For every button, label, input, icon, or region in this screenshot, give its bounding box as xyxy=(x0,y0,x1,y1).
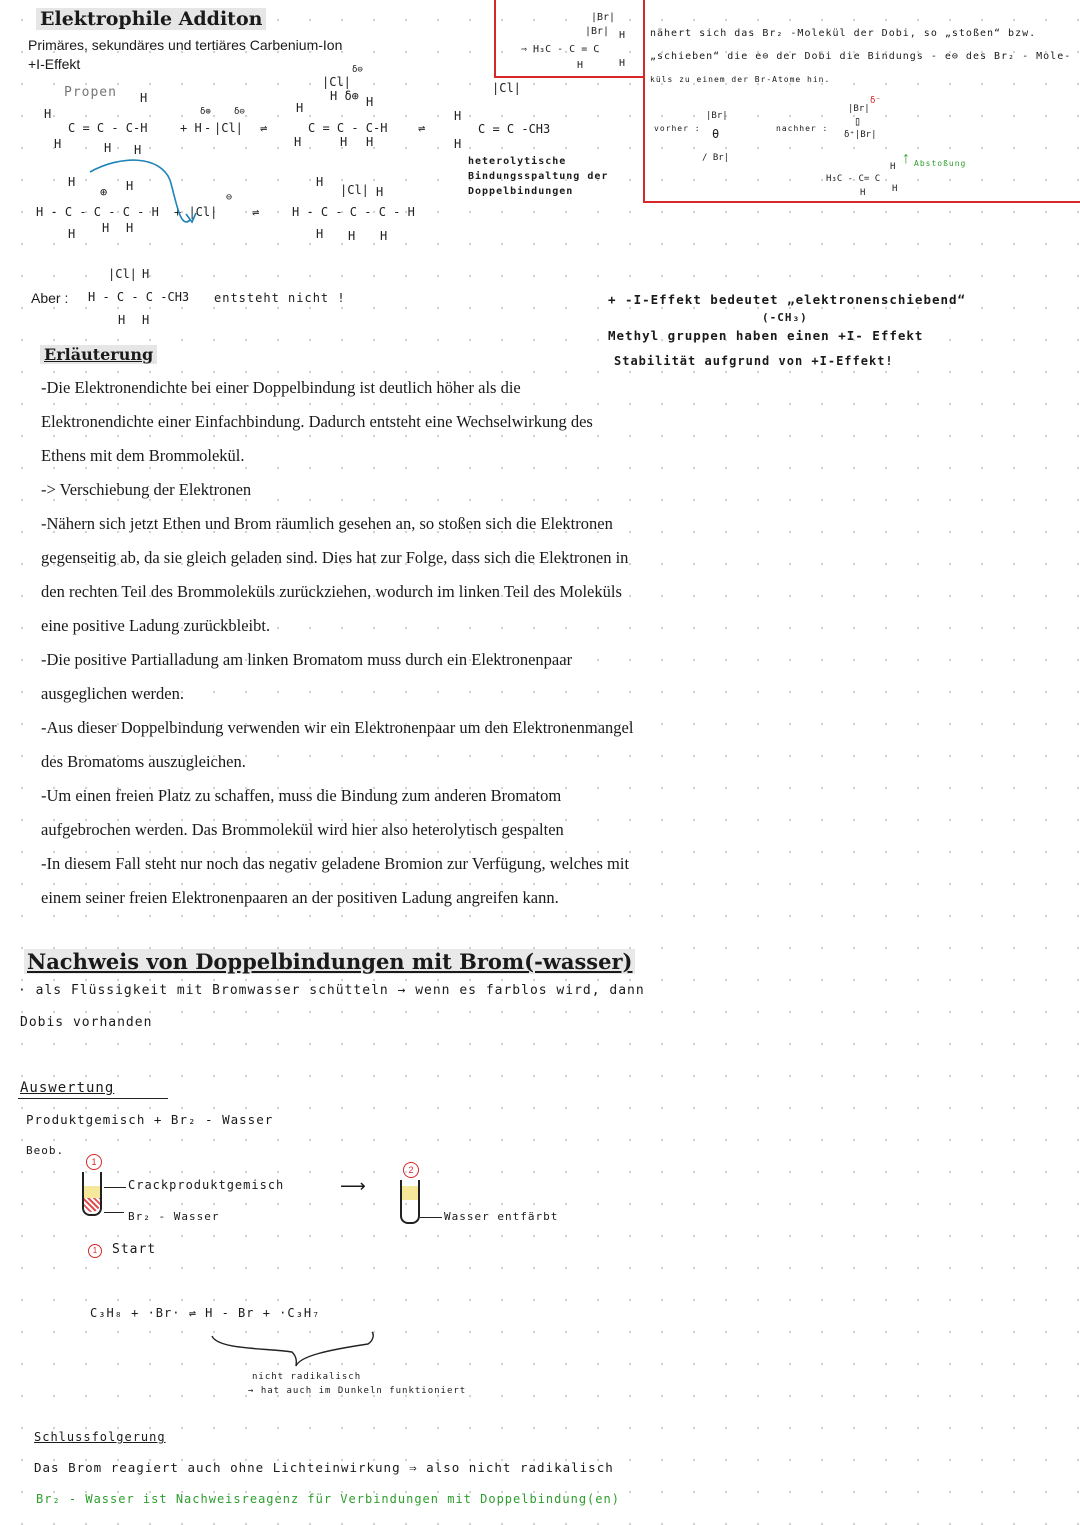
erl-line: einem seiner freien Elektronenpaaren an der positiven Ladung angreifen kann. xyxy=(41,888,559,907)
tube-2-yellow-layer xyxy=(402,1186,418,1200)
vorher-label: vorher : xyxy=(654,124,701,133)
svg-text:H: H xyxy=(577,60,584,71)
svg-text:H: H xyxy=(619,58,626,69)
brwasser-pointer xyxy=(104,1212,124,1213)
erl-line: -Um einen freien Platz zu schaffen, muss die Bindung zum anderen Bromatom xyxy=(41,786,562,805)
erl-line: aufgebrochen werden. Das Brommolekül wird hier also heterolytisch gespalten xyxy=(41,820,564,839)
tube-1-red-layer xyxy=(84,1198,100,1212)
abstossung-arrow-icon: ↑ xyxy=(902,150,910,167)
svg-text:H: H xyxy=(619,30,626,41)
erl-line: gegenseitig ab, da sie gleich geladen sind. Dies hat zur Folge, dass sich die Elektronen in xyxy=(41,548,629,567)
svg-text:+ |Cl|: + |Cl| xyxy=(174,205,218,219)
svg-text:+ H: + H xyxy=(180,121,202,135)
redbox-line-2: „schieben“ die e⊖ der Dobi die Bindungs - e⊖ des Br₂ - Mole- xyxy=(650,51,1072,62)
erl-line: des Bromatoms auszugleichen. xyxy=(41,752,246,771)
svg-text:⇌: ⇌ xyxy=(252,205,260,219)
red-box-connector xyxy=(494,76,644,78)
underbrace xyxy=(208,1330,378,1370)
entfaerbt-pointer xyxy=(420,1217,442,1218)
erl-line: eine positive Ladung zurückbleibt. xyxy=(41,616,271,635)
test-tube-2 xyxy=(400,1180,420,1224)
radical-equation: C₃H₈ + ·Br· ⇌ H - Br + ·C₃H₇ xyxy=(90,1306,321,1320)
heterolytic-note-3: Doppelbindungen xyxy=(468,186,574,197)
propen-label: Propen xyxy=(64,85,117,100)
nachher-label: nachher : xyxy=(776,124,829,133)
test-tube-1 xyxy=(82,1172,102,1216)
svg-text:H: H xyxy=(454,137,462,151)
start-circle-icon: 1 xyxy=(88,1244,102,1258)
erl-line: -Die positive Partialladung am linken Bromatom muss durch ein Elektronenpaar xyxy=(41,650,573,669)
aber-label: Aber : xyxy=(31,290,69,306)
svg-text:δ⊖: δ⊖ xyxy=(234,107,245,117)
ieffect-line-3: Stabilität aufgrund von +I-Effekt! xyxy=(614,354,894,368)
produkt-label: Produktgemisch + Br₂ - Wasser xyxy=(26,1112,274,1127)
nachweis-line-1: · als Flüssigkeit mit Bromwasser schütteln → wenn es farblos wird, dann xyxy=(18,983,645,998)
heterolytic-note-2: Bindungsspaltung der xyxy=(468,171,609,182)
schluss-label: Schlussfolgerung xyxy=(34,1430,166,1444)
svg-text:H: H xyxy=(380,229,388,243)
svg-text:C = C - C-H: C = C - C-H xyxy=(68,121,148,135)
vorher-structure xyxy=(700,108,740,168)
svg-text:⊕: ⊕ xyxy=(100,185,108,199)
svg-text:|Br|: |Br| xyxy=(706,111,728,121)
svg-text:H: H xyxy=(134,143,142,157)
svg-text:δ⁺|Br|: δ⁺|Br| xyxy=(844,130,877,140)
erl-line: Elektronendichte einer Einfachbindung. Dadurch entsteht eine Wechselwirkung des xyxy=(41,412,593,431)
red-box-top-line xyxy=(494,0,496,76)
note-dunkeln: → hat auch im Dunkeln funktioniert xyxy=(248,1386,467,1396)
tube-1-number: 1 xyxy=(86,1154,102,1170)
tube-1-yellow-layer xyxy=(84,1186,100,1198)
svg-text:H: H xyxy=(44,107,52,121)
svg-text:δ⊖: δ⊖ xyxy=(352,65,363,75)
start-label: Start xyxy=(112,1242,157,1257)
svg-text:H: H xyxy=(126,179,134,193)
bromine-approach-sketch xyxy=(515,8,640,78)
svg-text:H: H xyxy=(296,101,304,115)
svg-text:H: H xyxy=(126,221,134,235)
svg-text:H: H xyxy=(348,229,356,243)
svg-text:θ: θ xyxy=(712,127,720,141)
svg-text:⇒ H₃C - C = C: ⇒ H₃C - C = C xyxy=(521,44,600,55)
schluss-line-2: Br₂ - Wasser ist Nachweisreagenz für Verbindungen mit Doppelbindung(en) xyxy=(36,1492,620,1506)
svg-text:H: H xyxy=(104,141,112,155)
svg-text:δ⊕: δ⊕ xyxy=(200,107,211,117)
svg-text:|Cl|: |Cl| xyxy=(108,267,137,281)
nachweis-heading: Nachweis von Doppelbindungen mit Brom(-wasser) xyxy=(24,949,635,974)
svg-text:H: H xyxy=(366,95,374,109)
svg-text:H - C - C - C - H: H - C - C - C - H xyxy=(292,205,415,219)
svg-text:|Br|: |Br| xyxy=(848,104,870,114)
erl-line: den rechten Teil des Brommoleküls zurückziehen, wodurch im linken Teil des Moleküls xyxy=(41,582,622,601)
crack-label: Crackproduktgemisch xyxy=(128,1178,285,1192)
erl-line: -Aus dieser Doppelbindung verwenden wir ein Elektronenpaar um den Elektronenmangel xyxy=(41,718,634,737)
redbox-line-3: küls zu einem der Br-Atome hin. xyxy=(650,75,831,84)
svg-text:H: H xyxy=(294,135,302,149)
erl-line: -Nähern sich jetzt Ethen und Brom räumlich gesehen an, so stoßen sich die Elektronen xyxy=(41,514,613,533)
svg-text:H: H xyxy=(68,227,76,241)
svg-text:|Cl|: |Cl| xyxy=(492,81,521,95)
erlaeuterung-text xyxy=(41,371,633,915)
svg-text:|Cl|: |Cl| xyxy=(214,121,243,135)
svg-text:H: H xyxy=(142,313,150,327)
ieffect-line-1b: (-CH₃) xyxy=(762,311,808,324)
erlaeuterung-heading: Erläuterung xyxy=(40,345,157,364)
svg-text:H: H xyxy=(102,221,110,235)
svg-text:⇌: ⇌ xyxy=(418,121,426,135)
erl-line: -In diesem Fall steht nur noch das negativ geladene Bromion zur Verfügung, welches mit xyxy=(41,854,630,873)
erl-line: Ethens mit dem Brommolekül. xyxy=(41,446,245,465)
auswertung-label: Auswertung xyxy=(20,1080,115,1096)
svg-text:|Cl|: |Cl| xyxy=(340,183,369,197)
svg-text:H: H xyxy=(890,162,896,172)
svg-text:H₃C - C= C: H₃C - C= C xyxy=(826,174,881,184)
svg-text:H: H xyxy=(860,188,866,198)
svg-text:⊖: ⊖ xyxy=(226,192,233,203)
svg-text:|Br|: |Br| xyxy=(591,12,616,23)
svg-text:|Br|: |Br| xyxy=(585,26,610,37)
arrow-right-icon: ⟶ xyxy=(340,1176,366,1196)
crack-pointer xyxy=(104,1187,126,1188)
svg-text:H δ⊕: H δ⊕ xyxy=(330,89,359,103)
svg-text:|Cl|: |Cl| xyxy=(322,75,351,89)
svg-text:H - C - C - C - H: H - C - C - C - H xyxy=(36,205,159,219)
note-nicht-radikalisch: nicht radikalisch xyxy=(252,1372,362,1382)
redbox-line-1: nähert sich das Br₂ -Molekül der Dobi, so „stoßen“ bzw. xyxy=(650,28,1037,39)
ieffect-line-2: Methyl gruppen haben einen +I- Effekt xyxy=(608,328,924,343)
aber-formula: H - C - C -CH3 xyxy=(88,290,190,304)
subtitle: Primäres, sekundäres und tertiäres Carbenium-Ion xyxy=(28,37,343,53)
tube-2-number: 2 xyxy=(403,1162,419,1178)
svg-text:H: H xyxy=(316,175,324,189)
svg-text:C = C - C-H: C = C - C-H xyxy=(308,121,388,135)
svg-text:/ Br|: / Br| xyxy=(702,153,730,163)
schluss-line-1: Das Brom reagiert auch ohne Lichteinwirkung ⇒ also nicht radikalisch xyxy=(34,1460,614,1475)
svg-text:H: H xyxy=(142,267,150,281)
heterolytic-note-1: heterolytische xyxy=(468,156,567,167)
svg-text:H: H xyxy=(376,185,384,199)
ieffect-line-1: + -I-Effekt bedeutet „elektronenschiebend“ xyxy=(608,292,967,307)
svg-text:H: H xyxy=(316,227,324,241)
svg-text:H: H xyxy=(892,184,898,194)
svg-text:H: H xyxy=(340,135,348,149)
entsteht-nicht: entsteht nicht ! xyxy=(214,291,346,305)
svg-text:-: - xyxy=(204,121,212,135)
svg-text:▯: ▯ xyxy=(854,114,862,128)
erl-line: -> Verschiebung der Elektronen xyxy=(41,480,252,499)
abstossung-label: Abstoßung xyxy=(914,159,967,168)
svg-text:δ⁻: δ⁻ xyxy=(870,96,881,106)
svg-text:⇌: ⇌ xyxy=(260,121,268,135)
svg-text:H: H xyxy=(54,137,62,151)
ch3-product: C = C -CH3 xyxy=(478,122,551,136)
auswertung-underline xyxy=(18,1098,168,1099)
svg-text:H: H xyxy=(366,135,374,149)
page-title: Elektrophile Additon xyxy=(36,8,266,30)
brwasser-label: Br₂ - Wasser xyxy=(128,1210,220,1223)
effect-label: +I-Effekt xyxy=(28,56,81,72)
svg-text:H: H xyxy=(118,313,126,327)
svg-text:H: H xyxy=(68,175,76,189)
svg-text:H: H xyxy=(454,109,462,123)
beob-label: Beob. xyxy=(26,1144,65,1157)
erl-line: -Die Elektronendichte bei einer Doppelbindung ist deutlich höher als die xyxy=(41,378,521,397)
svg-text:H: H xyxy=(140,91,148,105)
entfaerbt-label: Wasser entfärbt xyxy=(444,1210,559,1223)
nachweis-line-2: Dobis vorhanden xyxy=(20,1015,153,1030)
erl-line: ausgeglichen werden. xyxy=(41,684,184,703)
